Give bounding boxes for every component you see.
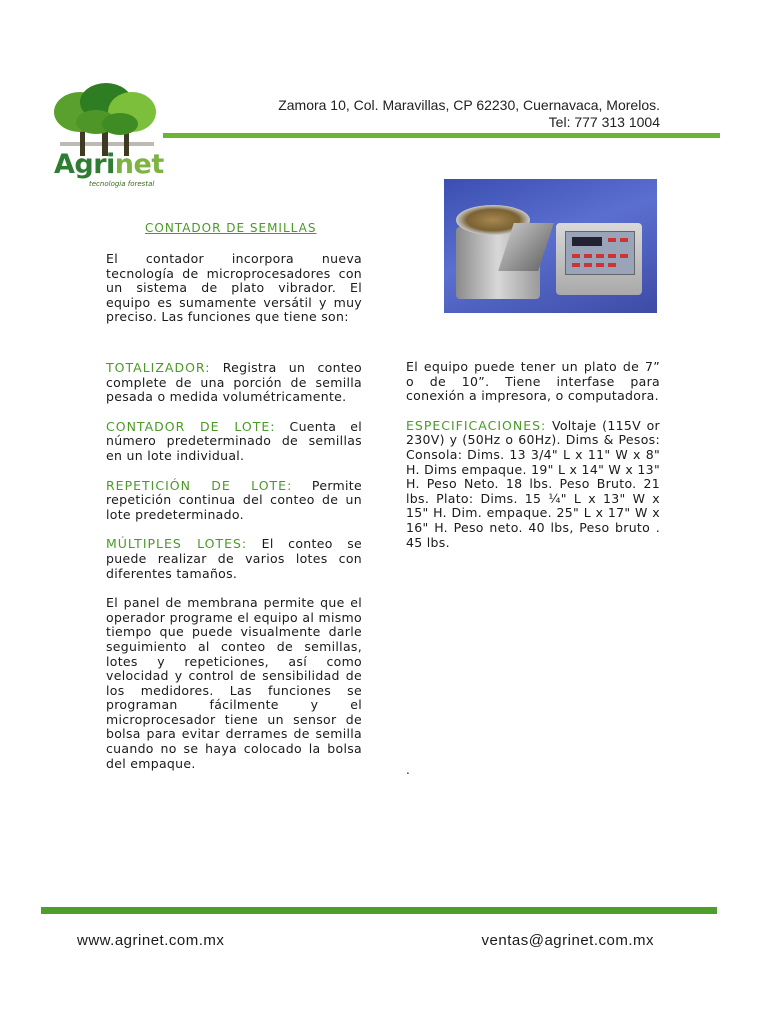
panel-paragraph: El panel de membrana permite que el operador programe el equipo al mismo tiempo que puede visualmente darle seguimiento al conteo de semillas, lotes y repeticiones, así como velocidad y control de sensibilidad de los medidores. Las funciones se programan fácilmente y el microprocesador tiene un sensor de bolsa para evitar derrames de semilla cuando no se haya colocado la bolsa del empaque. (106, 595, 362, 771)
email-link[interactable]: ventas@agrinet.com.mx (481, 932, 654, 949)
feature-paragraph: REPETICIÓN DE LOTE: Permite repetición continua del conteo de un lote predeterminado. (106, 477, 362, 522)
product-photo (444, 179, 657, 313)
feature-paragraph: MÚLTIPLES LOTES: El conteo se puede realizar de varios lotes con diferentes tamaños. (106, 536, 363, 581)
header-rule (163, 133, 720, 138)
features-column (106, 361, 362, 771)
website-link[interactable]: www.agrinet.com.mx (77, 932, 225, 949)
footer-rule (41, 907, 717, 914)
article-title: CONTADOR DE SEMILLAS (145, 221, 317, 235)
feature-paragraph: TOTALIZADOR: Registra un conteo complete de una porción de semilla pesada o medida volumétricamente. (106, 360, 362, 405)
membrane-panel (565, 231, 635, 275)
company-address: Zamora 10, Col. Maravillas, CP 62230, Cuernavaca, Morelos. (278, 97, 660, 113)
feature-paragraph: CONTADOR DE LOTE: Cuenta el número predeterminado de semillas en un lote individual. (106, 418, 363, 463)
specs-column (406, 360, 660, 550)
plate-paragraph: El equipo puede tener un plato de 7” o de 10”. Tiene interfase para conexión a impresora, o computadora. (406, 359, 660, 404)
company-phone: Tel: 777 313 1004 (548, 114, 660, 130)
trailing-mark: . (406, 763, 410, 777)
specs-paragraph: ESPECIFICACIONES: Voltaje (115V or 230V) y (50Hz o 60Hz). Dims & Pesos: Consola: Dims. 13 3/4" L x 11" W x 8" H. Dims empaque. 19" L x 14" W x 13" H. Peso Neto. 18 lbs. Peso Bruto. 21 lbs. Plato: Dims. 15 ¼" L x 13" W x 15" H. Dim. empaque. 25" L x 17" W x 16" H. Peso neto. 40 lbs, Peso bruto . 45 lbs. (406, 417, 660, 550)
intro-paragraph: El contador incorpora nueva tecnología de microprocesadores con un sistema de plato vibrador. El equipo es sumamente versátil y muy preciso. Las funciones que tiene son: (106, 251, 362, 325)
brand-tagline: tecnologia forestal (89, 180, 155, 188)
brand-name: Agrinet (54, 149, 164, 180)
